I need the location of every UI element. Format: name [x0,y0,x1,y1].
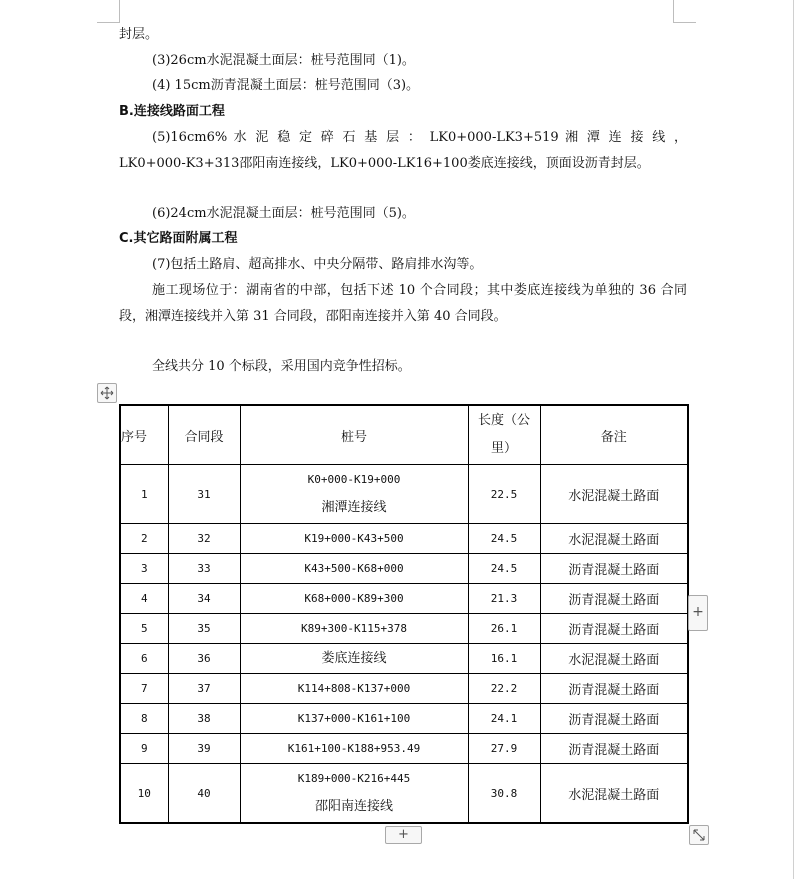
cell-index: 5 [120,614,168,644]
header-note: 备注 [540,405,688,465]
cell-length: 24.1 [468,704,540,734]
cell-contract: 40 [168,764,240,824]
cell-index: 1 [120,465,168,524]
cell-station [240,554,468,584]
cell-station [240,644,468,674]
table-move-handle[interactable] [97,383,117,403]
cell-index: 4 [120,584,168,614]
station-range: K43+500-K68+000 [304,561,404,575]
table-body [120,465,688,824]
table-row [120,644,688,674]
cell-station [240,704,468,734]
station-connector-name: 湘潭连接线 [321,500,387,515]
table-row [120,584,688,614]
header-index: 序号 [120,405,168,465]
cell-length: 27.9 [468,734,540,764]
cell-length: 16.1 [468,644,540,674]
paragraph-p1: (3)26cm水泥混凝土面层：桩号范围同（1)。 [152,53,415,68]
table-row [120,465,688,524]
paragraph-p5: (7)包括土路肩、超高排水、中央分隔带、路肩排水沟等。 [152,257,483,272]
cell-note: 水泥混凝土路面 [540,764,688,824]
add-row-button[interactable]: + [385,826,422,844]
table-header-row [120,405,688,465]
table-row [120,764,688,824]
add-column-button[interactable]: + [688,595,708,631]
table-row [120,554,688,584]
cell-contract: 36 [168,644,240,674]
cell-contract: 37 [168,674,240,704]
contract-table [119,404,689,824]
cell-station [240,465,468,524]
resize-icon [693,829,705,841]
table-row [120,614,688,644]
cell-index: 8 [120,704,168,734]
cell-note: 沥青混凝土路面 [540,584,688,614]
cell-contract: 35 [168,614,240,644]
cell-index: 6 [120,644,168,674]
table-resize-handle[interactable] [689,825,709,845]
table-row [120,704,688,734]
cell-contract: 34 [168,584,240,614]
header-station: 桩号 [240,405,468,465]
station-range: K137+000-K161+100 [297,711,411,725]
station-range: K0+000-K19+000 [307,473,401,486]
station-range: K68+000-K89+300 [304,591,404,605]
cell-station [240,674,468,704]
cell-length: 22.5 [468,465,540,524]
section-heading-c: C.其它路面附属工程 [119,231,238,246]
table-row [120,734,688,764]
cell-contract: 32 [168,524,240,554]
move-icon [100,386,114,400]
cell-index: 2 [120,524,168,554]
cell-index: 9 [120,734,168,764]
table-row [120,524,688,554]
cell-note: 水泥混凝土路面 [540,524,688,554]
cell-note: 沥青混凝土路面 [540,704,688,734]
paragraph-p7: 全线共分 10 个标段，采用国内竞争性招标。 [152,359,411,374]
cell-note: 水泥混凝土路面 [540,644,688,674]
page-corner-mark-top-left [97,0,120,23]
cell-note: 沥青混凝土路面 [540,614,688,644]
cell-contract: 38 [168,704,240,734]
paragraph-p3: (5)16cm6% 水 泥 稳 定 碎 石 基 层 ： LK0+000-LK3+519 湘 潭 连 接 线 ， LK0+000-K3+313邵阳南连接线，LK0+000-LK16+100娄底连接线，顶面设沥青封层。 [119,130,687,171]
header-length: 长度（公里） [468,405,540,465]
cell-note: 水泥混凝土路面 [540,465,688,524]
header-contract: 合同段 [168,405,240,465]
paragraph-p4: (6)24cm水泥混凝土面层：桩号范围同（5)。 [152,206,415,221]
cell-length: 24.5 [468,554,540,584]
cell-station [240,524,468,554]
cell-station [240,764,468,824]
station-range: K189+000-K216+445 [297,772,411,785]
station-range: 娄底连接线 [321,650,387,666]
cell-index: 7 [120,674,168,704]
cell-length: 21.3 [468,584,540,614]
cell-index: 3 [120,554,168,584]
cell-contract: 31 [168,465,240,524]
station-connector-name: 邵阳南连接线 [314,799,393,814]
cell-station [240,584,468,614]
station-range: K89+300-K115+378 [301,621,407,635]
cell-note: 沥青混凝土路面 [540,734,688,764]
cell-length: 24.5 [468,524,540,554]
cell-note: 沥青混凝土路面 [540,554,688,584]
cell-index: 10 [120,764,168,824]
paragraph-p2: (4) 15cm沥青混凝土面层：桩号范围同（3)。 [152,78,420,93]
section-heading-b: B.连接线路面工程 [119,104,225,119]
station-range: K161+100-K188+953.49 [287,741,421,755]
cell-station [240,734,468,764]
table-row [120,674,688,704]
station-range: K19+000-K43+500 [304,531,404,545]
paragraph-p0: 封层。 [119,27,159,42]
page-corner-mark-top-right [673,0,696,23]
cell-length: 26.1 [468,614,540,644]
cell-contract: 33 [168,554,240,584]
cell-station [240,614,468,644]
paragraph-p6: 施工现场位于：湖南省的中部，包括下述 10 个合同段；其中娄底连接线为单独的 36 合同段，湘潭连接线并入第 31 合同段，邵阳南连接并入第 40 合同段。 [119,283,687,324]
cell-length: 30.8 [468,764,540,824]
station-range: K114+808-K137+000 [297,681,411,695]
cell-note: 沥青混凝土路面 [540,674,688,704]
cell-contract: 39 [168,734,240,764]
cell-length: 22.2 [468,674,540,704]
